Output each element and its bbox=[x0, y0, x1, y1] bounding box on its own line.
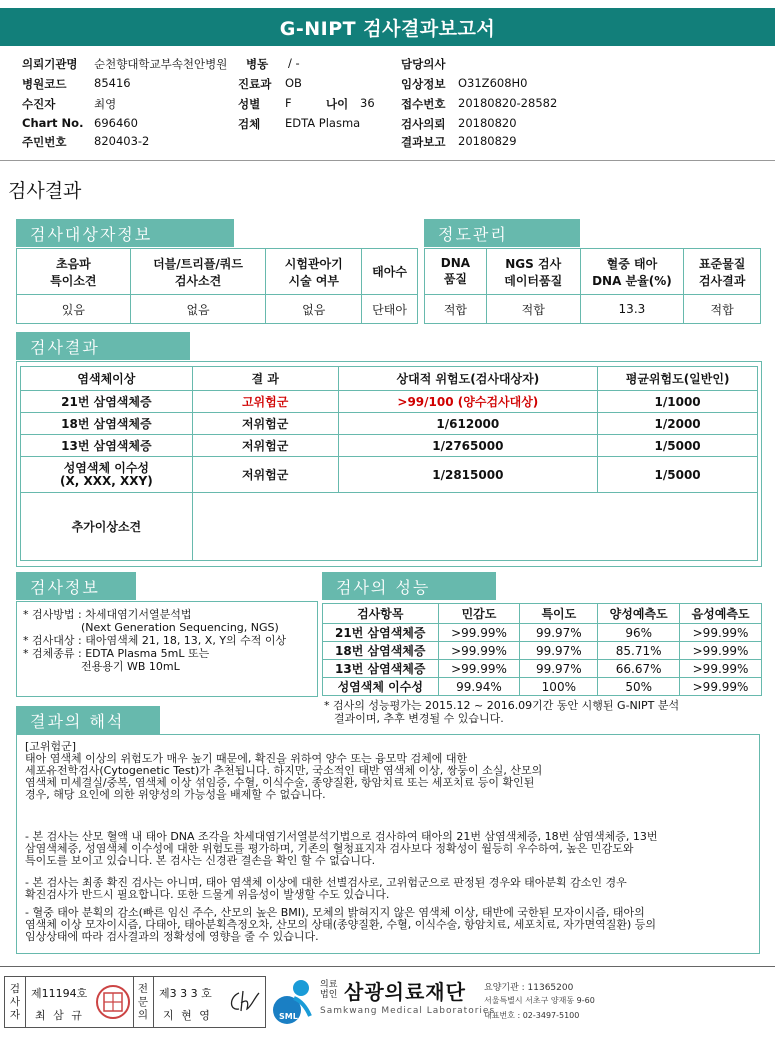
age-label: 나이 bbox=[326, 97, 349, 111]
result-header: 상대적 위험도(검사대상자) bbox=[338, 367, 598, 391]
patient-value: 최영 bbox=[94, 97, 117, 111]
performance-cell: 96% bbox=[598, 624, 680, 642]
patient-label: 수진자 bbox=[22, 97, 56, 111]
org-prefix: 의료 법인 bbox=[320, 980, 338, 1000]
performance-cell: 66.67% bbox=[598, 660, 680, 678]
age-value: 36 bbox=[360, 96, 375, 110]
result-header: 결 과 bbox=[192, 367, 338, 391]
test-info-line: * 검체종류 : EDTA Plasma 5mL 또는 bbox=[23, 647, 210, 660]
hospital-label: 의뢰기관명 bbox=[22, 57, 78, 71]
doctor-label: 담당의사 bbox=[401, 57, 446, 71]
result-table bbox=[20, 366, 758, 561]
receipt-no-value: 20180820-28582 bbox=[458, 96, 558, 110]
performance-note: * 검사의 성능평가는 2015.12 ~ 2016.09기간 동안 시행된 G-NIPT 분석 bbox=[324, 699, 680, 712]
hospital-code-value: 85416 bbox=[94, 76, 131, 90]
resident-no-value: 820403-2 bbox=[94, 134, 150, 148]
ward-label: 병동 bbox=[246, 57, 269, 71]
performance-cell: 50% bbox=[598, 678, 680, 696]
org-contact: 대표번호 : 02-3497-5100 bbox=[484, 1011, 580, 1020]
report-title: G-NIPT 검사결과보고서 bbox=[0, 8, 775, 46]
result-row-name: 13번 삼염색체증 bbox=[21, 435, 193, 457]
test-info-line: 전용용기 WB 10mL bbox=[81, 660, 180, 673]
clinical-info-label: 임상정보 bbox=[401, 77, 446, 91]
result-row-avg: 1/5000 bbox=[598, 435, 758, 457]
result-tag: 검사결과 bbox=[16, 332, 190, 360]
result-header: 염색체이상 bbox=[21, 367, 193, 391]
extra-findings-value bbox=[192, 493, 757, 561]
inspector-name: 최 삼 규 bbox=[35, 1009, 84, 1022]
org-name: 삼광의료재단 bbox=[344, 980, 466, 1004]
performance-cell: >99.99% bbox=[680, 624, 762, 642]
result-row-name: 21번 삼염색체증 bbox=[21, 391, 193, 413]
request-date-label: 검사의뢰 bbox=[401, 117, 446, 131]
test-info-line: (Next Generation Sequencing, NGS) bbox=[81, 621, 279, 634]
result-row-result: 저위험군 bbox=[192, 413, 338, 435]
performance-cell: >99.99% bbox=[680, 660, 762, 678]
result-row-risk: 1/2765000 bbox=[338, 435, 598, 457]
subject-value: 있음 bbox=[17, 295, 131, 324]
subject-info-table bbox=[16, 248, 418, 324]
result-header: 평균위험도(일반인) bbox=[598, 367, 758, 391]
logo-text: SML bbox=[279, 1012, 298, 1021]
performance-cell: 21번 삼염색체증 bbox=[323, 624, 439, 642]
performance-note: 결과이며, 추후 변경될 수 있습니다. bbox=[334, 712, 504, 725]
performance-cell: >99.99% bbox=[680, 642, 762, 660]
interpretation-note: - 본 검사는 최종 확진 검사는 아니며, 태아 염색체 이상에 대한 선별검사로, 고위험군으로 판정된 경우와 태아분획 감소인 경우 확진검사가 반드시 필요합니다. 또한 드물게 위음성이 발생할 수도 있습니다. bbox=[25, 876, 627, 901]
request-date-value: 20180820 bbox=[458, 116, 517, 130]
result-row-name: 18번 삼염색체증 bbox=[21, 413, 193, 435]
specimen-value: EDTA Plasma bbox=[285, 116, 361, 130]
ward-value: / - bbox=[288, 56, 300, 70]
specimen-label: 검체 bbox=[238, 117, 261, 131]
performance-cell: >99.99% bbox=[680, 678, 762, 696]
result-row-avg: 1/2000 bbox=[598, 413, 758, 435]
hospital-value: 순천향대학교부속천안병원 bbox=[94, 57, 228, 71]
section-title: 검사결과 bbox=[8, 180, 82, 202]
result-row-avg: 1/5000 bbox=[598, 457, 758, 493]
result-row-avg: 1/1000 bbox=[598, 391, 758, 413]
org-contact: 서울특별시 서초구 양재동 9-60 bbox=[484, 996, 595, 1005]
qc-header: NGS 검사 데이터품질 bbox=[486, 249, 580, 295]
subject-header: 초음파 특이소견 bbox=[17, 249, 131, 295]
inspector-no: 제11194호 bbox=[31, 987, 88, 1000]
specialist-no: 제3 3 3 호 bbox=[159, 987, 212, 1000]
test-info-line: * 검사방법 : 차세대염기서열분석법 bbox=[23, 608, 192, 621]
signature-box bbox=[4, 976, 266, 1028]
inspector-label: 검사자 bbox=[9, 983, 21, 1021]
dept-label: 진료과 bbox=[238, 77, 272, 91]
performance-cell: >99.99% bbox=[438, 624, 520, 642]
performance-header: 민감도 bbox=[438, 604, 520, 624]
header-divider bbox=[0, 160, 775, 161]
sex-label: 성별 bbox=[238, 97, 261, 111]
signature-icon bbox=[225, 987, 261, 1017]
dept-value: OB bbox=[285, 76, 302, 90]
interpretation-high-risk: [고위험군] 태아 염색체 이상의 위험도가 매우 높기 때문에, 확진을 위하여 양수 또는 융모막 검체에 대한 세포유전학검사(Cytogenetic Test)가 추천됩니다. 하지만, 국소적인 태반 염색체 이상, 쌍둥이 소실, 산모의 염색체 미세결실/중복, 염색체 이상 섞임증, 수혈, 이식수술, 종양질환, 항암치료 또는 세포치료 등이 확인된 경우, 해당 요인에 의한 위양성의 가능성을 배제할 수 없습니다. bbox=[25, 740, 543, 801]
qc-value: 적합 bbox=[425, 295, 487, 324]
qc-value: 적합 bbox=[486, 295, 580, 324]
hospital-code-label: 병원코드 bbox=[22, 77, 67, 91]
subject-value: 없음 bbox=[266, 295, 362, 324]
performance-header: 양성예측도 bbox=[598, 604, 680, 624]
performance-table bbox=[322, 603, 762, 696]
extra-findings-label: 추가이상소견 bbox=[21, 493, 193, 561]
performance-cell: 99.94% bbox=[438, 678, 520, 696]
performance-tag: 검사의 성능 bbox=[322, 572, 496, 600]
performance-cell: >99.99% bbox=[438, 660, 520, 678]
inspector-seal-icon bbox=[95, 983, 131, 1021]
footer-divider bbox=[0, 966, 775, 967]
qc-value: 13.3 bbox=[580, 295, 684, 324]
performance-cell: 85.71% bbox=[598, 642, 680, 660]
performance-cell: 99.97% bbox=[520, 660, 598, 678]
result-row-name: 성염색체 이수성 (X, XXX, XXY) bbox=[21, 457, 193, 493]
subject-value: 없음 bbox=[130, 295, 266, 324]
specialist-name: 지 현 영 bbox=[163, 1009, 212, 1022]
test-info-box bbox=[16, 601, 318, 697]
result-row-result: 저위험군 bbox=[192, 457, 338, 493]
org-contact: 요양기관 : 11365200 bbox=[484, 983, 574, 993]
clinical-info-value: O31Z608H0 bbox=[458, 76, 528, 90]
receipt-no-label: 접수번호 bbox=[401, 97, 446, 111]
performance-cell: 100% bbox=[520, 678, 598, 696]
performance-header: 음성예측도 bbox=[680, 604, 762, 624]
performance-cell: 성염색체 이수성 bbox=[323, 678, 439, 696]
interpretation-box bbox=[16, 734, 760, 954]
result-row-risk: 1/2815000 bbox=[338, 457, 598, 493]
report-date-label: 결과보고 bbox=[401, 135, 446, 149]
sex-value: F bbox=[285, 96, 292, 110]
qc-table bbox=[424, 248, 761, 324]
result-row-result: 고위험군 bbox=[192, 391, 338, 413]
performance-cell: >99.99% bbox=[438, 642, 520, 660]
report-date-value: 20180829 bbox=[458, 134, 517, 148]
qc-tag: 정도관리 bbox=[424, 219, 580, 247]
test-info-tag: 검사정보 bbox=[16, 572, 136, 600]
result-row-result: 저위험군 bbox=[192, 435, 338, 457]
test-info-line: * 검사대상 : 태아염색체 21, 18, 13, X, Y의 수적 이상 bbox=[23, 634, 287, 647]
subject-header: 시험관아기 시술 여부 bbox=[266, 249, 362, 295]
subject-header: 더블/트리플/쿼드 검사소견 bbox=[130, 249, 266, 295]
performance-header: 특이도 bbox=[520, 604, 598, 624]
performance-header: 검사항목 bbox=[323, 604, 439, 624]
performance-cell: 18번 삼염색체증 bbox=[323, 642, 439, 660]
interpretation-tag: 결과의 해석 bbox=[16, 706, 160, 734]
qc-value: 적합 bbox=[684, 295, 761, 324]
interpretation-note: - 혈중 태아 분획의 감소(빠른 임신 주수, 산모의 높은 BMI), 모체의 밝혀지지 않은 염색체 이상, 태반에 국한된 모자이시즘, 태아의 염색체 이상 모자이시즘, 다태아, 태아분획측정오차, 산모의 상태(종양질환, 수혈, 이식수술, 항암치료, 세포치료, 자가면역질환) 등의 임상상태에 따라 검사결과의 정확성에 영향을 줄 수 있습니다. bbox=[25, 906, 657, 943]
qc-header: DNA 품질 bbox=[425, 249, 487, 295]
chart-no-label: Chart No. bbox=[22, 116, 84, 130]
performance-cell: 13번 삼염색체증 bbox=[323, 660, 439, 678]
resident-no-label: 주민번호 bbox=[22, 135, 67, 149]
qc-header: 혈중 태아 DNA 분율(%) bbox=[580, 249, 684, 295]
org-english-name: Samkwang Medical Laboratories bbox=[320, 1006, 496, 1016]
chart-no-value: 696460 bbox=[94, 116, 138, 130]
performance-cell: 99.97% bbox=[520, 642, 598, 660]
subject-info-tag: 검사대상자정보 bbox=[16, 219, 234, 247]
specialist-label: 전문의 bbox=[137, 983, 149, 1021]
result-row-risk: >99/100 (양수검사대상) bbox=[338, 391, 598, 413]
subject-value: 단태아 bbox=[362, 295, 418, 324]
subject-header: 태아수 bbox=[362, 249, 418, 295]
interpretation-note: - 본 검사는 산모 혈액 내 태아 DNA 조각을 차세대염기서열분석기법으로 검사하여 태아의 21번 삼염색체증, 18번 삼염색체증, 13번 삼염색체증, 성염색체 이수성에 대한 위험도를 평가하며, 기존의 혈청표지자 검사보다 정확성이 월등히 우수하여, 높은 민감도와 특이도를 보이고 있습니다. 본 검사는 신경관 결손을 확인 할 수 없습니다. bbox=[25, 830, 658, 867]
performance-cell: 99.97% bbox=[520, 624, 598, 642]
result-row-risk: 1/612000 bbox=[338, 413, 598, 435]
qc-header: 표준물질 검사결과 bbox=[684, 249, 761, 295]
